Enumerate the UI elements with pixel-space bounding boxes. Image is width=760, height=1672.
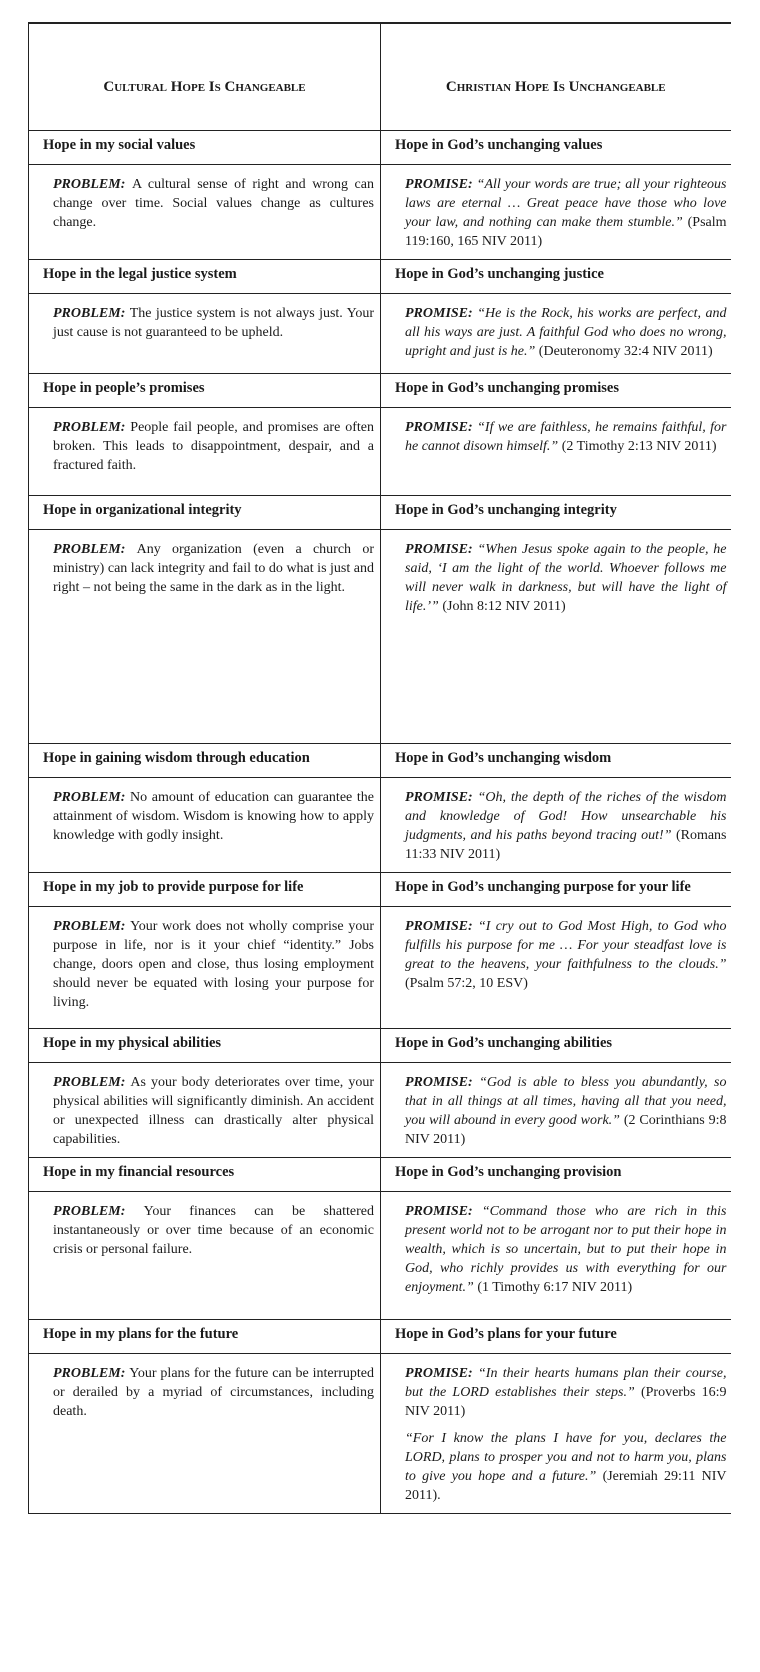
christian-topic-title: Hope in God’s unchanging justice [381,260,731,294]
problem-label: PROBLEM [53,1204,121,1219]
promise-cell: PROMISE: “All your words are true; all your righteous laws are eternal … Great peace have those who love your law, and nothing can make them stumble.” (Psalm 119:160, 165 NIV 2011) [381,165,731,260]
promise-cell: PROMISE: “He is the Rock, his works are perfect, and all his ways are just. A faithful God who does no wrong, upright and just is he.” (Deuteronomy 32:4 NIV 2011) [381,294,731,374]
topic-body-row [29,165,731,260]
problem-label: PROBLEM [53,542,121,557]
problem-label: PROBLEM [53,919,121,934]
promise-reference: (1 Timothy 6:17 NIV 2011) [477,1280,633,1295]
cultural-topic-title: Hope in my plans for the future [29,1320,381,1354]
christian-topic-title: Hope in God’s unchanging abilities [381,1029,731,1063]
promise-label: PROMISE [405,542,469,557]
problem-text: Any organization (even a church or ministry) can lack integrity and fail to do what is just and right – not being the same in the dark as in the light. [53,542,375,595]
cultural-topic-title: Hope in the legal justice system [29,260,381,294]
promise-cell: PROMISE: “God is able to bless you abundantly, so that in all things at all times, having all that you need, you will abound in every good work.” (2 Corinthians 9:8 NIV 2011) [381,1063,731,1158]
topic-body-row [29,408,731,496]
promise-cell: PROMISE: “Oh, the depth of the riches of the wisdom and knowledge of God! How unsearchable his judgments, and his paths beyond tracing out!” (Romans 11:33 NIV 2011) [381,778,731,873]
column-header-christian-hope: Christian Hope Is Unchangeable [381,23,731,131]
document-page [28,22,730,1514]
problem-text: Your work does not wholly comprise your purpose in life, nor is it your chief “identity.” Jobs change, doors open and close, thus losing employment should never be equated with losing your purpose for living. [53,919,374,1010]
cultural-topic-title: Hope in my social values [29,131,381,165]
promise-label: PROMISE [405,790,469,805]
topic-body-row [29,1192,731,1320]
promise-label: PROMISE [405,306,469,321]
problem-cell: PROBLEM: The justice system is not always just. Your just cause is not guaranteed to be upheld. [29,294,381,374]
promise-quote: “Oh, the depth of the riches of the wisdom and knowledge of God! How unsearchable his judgments, and his paths beyond tracing out!” [405,790,727,843]
cultural-topic-title: Hope in my financial resources [29,1158,381,1192]
promise-reference: (Romans 11:33 NIV 2011) [405,828,727,862]
promise-label: PROMISE [405,1204,469,1219]
problem-cell: PROBLEM: Your finances can be shattered instantaneously or over time because of an economic crisis or personal failure. [29,1192,381,1320]
christian-topic-title: Hope in God’s unchanging wisdom [381,744,731,778]
topic-title-row [29,374,731,408]
promise-reference: (2 Timothy 2:13 NIV 2011) [561,439,717,454]
problem-cell: PROBLEM: A cultural sense of right and wrong can change over time. Social values change as cultures change. [29,165,381,260]
promise-quote-secondary: “For I know the plans I have for you, declares the LORD, plans to prosper you and not to harm you, plans to give you hope and a future.” [405,1431,727,1484]
promise-label: PROMISE [405,1366,469,1381]
promise-reference: (Psalm 119:160, 165 NIV 2011) [405,215,727,249]
promise-reference: (Psalm 57:2, 10 ESV) [405,976,528,991]
christian-topic-title: Hope in God’s unchanging promises [381,374,731,408]
topic-title-row [29,1158,731,1192]
table-header-row [29,23,731,131]
problem-text: People fail people, and promises are often broken. This leads to disappointment, despair, and a fractured faith. [53,420,374,473]
promise-quote: “He is the Rock, his works are perfect, and all his ways are just. A faithful God who does no wrong, upright and just is he.” [405,306,727,359]
cultural-topic-title: Hope in organizational integrity [29,496,381,530]
topic-body-row [29,294,731,374]
column-header-cultural-hope: Cultural Hope Is Changeable [29,23,381,131]
promise-reference: (Proverbs 16:9 NIV 2011) [405,1385,727,1419]
topic-body-row [29,1354,731,1514]
cultural-topic-title: Hope in my physical abilities [29,1029,381,1063]
problem-text: The justice system is not always just. Your just cause is not guaranteed to be upheld. [53,306,374,340]
christian-topic-title: Hope in God’s unchanging purpose for your life [381,873,731,907]
christian-topic-title: Hope in God’s unchanging integrity [381,496,731,530]
problem-cell: PROBLEM: As your body deteriorates over time, your physical abilities will significantly diminish. An accident or unexpected illness can drastically alter physical capabilities. [29,1063,381,1158]
promise-reference: (Deuteronomy 32:4 NIV 2011) [538,344,713,359]
problem-text: No amount of education can guarantee the attainment of wisdom. Wisdom is knowing how to apply knowledge with godly insight. [53,790,374,843]
promise-quote: “Command those who are rich in this present world not to be arrogant nor to put their hope in wealth, which is so uncertain, but to put their hope in God, who richly provides us with everything for our enjoyment.” [405,1204,727,1295]
topic-title-row [29,873,731,907]
christian-topic-title: Hope in God’s unchanging provision [381,1158,731,1192]
promise-quote: “In their hearts humans plan their course, but the LORD establishes their steps.” [405,1366,727,1400]
problem-text: A cultural sense of right and wrong can change over time. Social values change as cultures change. [53,177,374,230]
promise-label: PROMISE [405,420,469,435]
christian-topic-title: Hope in God’s unchanging values [381,131,731,165]
cultural-topic-title: Hope in people’s promises [29,374,381,408]
promise-cell: PROMISE: “In their hearts humans plan their course, but the LORD establishes their steps.” (Proverbs 16:9 NIV 2011) “For I know the plans I have for you, declares the LORD, plans to prosper you and not to harm you, plans to give you hope and a future.” (Jeremiah 29:11 NIV 2011). [381,1354,731,1514]
problem-text: As your body deteriorates over time, your physical abilities will significantly diminish. An accident or unexpected illness can drastically alter physical capabilities. [53,1075,374,1147]
topic-title-row [29,1029,731,1063]
topic-body-row [29,778,731,873]
promise-cell: PROMISE: “I cry out to God Most High, to God who fulfills his purpose for me … For your steadfast love is great to the heavens, your faithfulness to the clouds.” (Psalm 57:2, 10 ESV) [381,907,731,1029]
topic-title-row [29,496,731,530]
hope-comparison-table [28,22,731,1514]
promise-reference: (John 8:12 NIV 2011) [442,599,566,614]
problem-label: PROBLEM [53,306,121,321]
topic-title-row [29,260,731,294]
problem-cell: PROBLEM: No amount of education can guarantee the attainment of wisdom. Wisdom is knowing how to apply knowledge with godly insight. [29,778,381,873]
topic-title-row [29,744,731,778]
promise-quote: “All your words are true; all your righteous laws are eternal … Great peace have those who love your law, and nothing can make them stumble.” [405,177,727,230]
promise-label: PROMISE [405,1075,469,1090]
cultural-topic-title: Hope in gaining wisdom through education [29,744,381,778]
problem-cell: PROBLEM: People fail people, and promises are often broken. This leads to disappointment, despair, and a fractured faith. [29,408,381,496]
problem-text: Your plans for the future can be interrupted or derailed by a myriad of circumstances, including death. [53,1366,374,1419]
promise-cell: PROMISE: “When Jesus spoke again to the people, he said, ‘I am the light of the world. Whoever follows me will never walk in darkness, but will have the light of life.’” (John 8:12 NIV 2011) [381,530,731,744]
promise-reference: (2 Corinthians 9:8 NIV 2011) [405,1113,727,1147]
problem-label: PROBLEM [53,1075,121,1090]
christian-topic-title: Hope in God’s plans for your future [381,1320,731,1354]
topic-title-row [29,131,731,165]
problem-label: PROBLEM [53,177,121,192]
problem-label: PROBLEM [53,420,121,435]
promise-cell: PROMISE: “If we are faithless, he remains faithful, for he cannot disown himself.” (2 Timothy 2:13 NIV 2011) [381,408,731,496]
promise-label: PROMISE [405,919,469,934]
promise-quote: “When Jesus spoke again to the people, he said, ‘I am the light of the world. Whoever follows me will never walk in darkness, but will have the light of life.’” [405,542,727,614]
problem-cell: PROBLEM: Your work does not wholly comprise your purpose in life, nor is it your chief “identity.” Jobs change, doors open and close, thus losing employment should never be equated with losing your purpose for living. [29,907,381,1029]
promise-quote: “God is able to bless you abundantly, so that in all things at all times, having all that you need, you will abound in every good work.” [405,1075,727,1128]
problem-text: Your finances can be shattered instantaneously or over time because of an economic crisis or personal failure. [53,1204,374,1257]
problem-label: PROBLEM [53,790,121,805]
promise-reference-secondary: (Jeremiah 29:11 NIV 2011). [405,1469,727,1503]
topic-body-row [29,1063,731,1158]
topic-body-row [29,530,731,744]
problem-cell: PROBLEM: Any organization (even a church or ministry) can lack integrity and fail to do what is just and right – not being the same in the dark as in the light. [29,530,381,744]
problem-cell: PROBLEM: Your plans for the future can be interrupted or derailed by a myriad of circumstances, including death. [29,1354,381,1514]
promise-label: PROMISE [405,177,469,192]
problem-label: PROBLEM [53,1366,121,1381]
cultural-topic-title: Hope in my job to provide purpose for life [29,873,381,907]
promise-cell: PROMISE: “Command those who are rich in this present world not to be arrogant nor to put their hope in wealth, which is so uncertain, but to put their hope in God, who richly provides us with everything for our enjoyment.” (1 Timothy 6:17 NIV 2011) [381,1192,731,1320]
promise-quote: “If we are faithless, he remains faithful, for he cannot disown himself.” [405,420,727,454]
topic-title-row [29,1320,731,1354]
promise-quote: “I cry out to God Most High, to God who fulfills his purpose for me … For your steadfast love is great to the heavens, your faithfulness to the clouds.” [405,919,727,972]
topic-body-row [29,907,731,1029]
